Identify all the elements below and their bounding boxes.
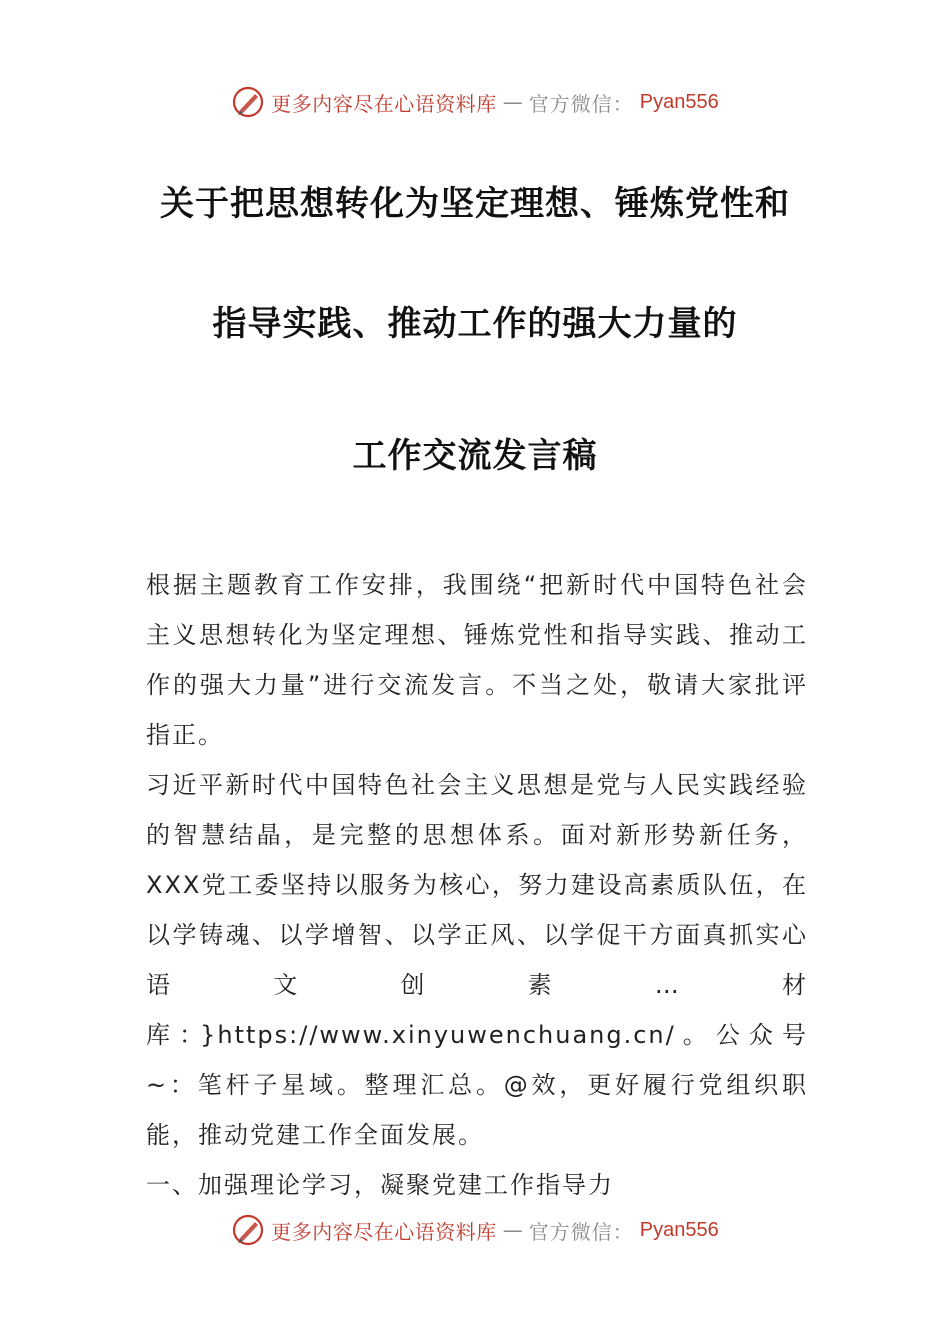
banner-contact-label: 官方微信： bbox=[528, 91, 634, 116]
footer-contact-label: 官方微信： bbox=[528, 1219, 634, 1244]
footer-banner bbox=[0, 1210, 950, 1250]
footer-banner-text: 更多内容尽在心语资料库 bbox=[271, 1219, 497, 1244]
footer-banner-dash: — bbox=[502, 1218, 523, 1242]
banner-dash: — bbox=[502, 90, 523, 114]
section-heading: 一、加强理论学习，凝聚党建工作指导力 bbox=[146, 1171, 614, 1199]
header-banner bbox=[0, 82, 950, 122]
banner-contact-id: Pyan556 bbox=[639, 90, 719, 113]
paragraph-main: 习近平新时代中国特色社会主义思想是党与人民实践经验的智慧结晶，是完整的思想体系。面对新形势新任务，XXX党工委坚持以服务为核心，努力建设高素质队伍，在以学铸魂、以学增智、以学正风、以学促干方面真抓实心语文创素…材库：}https://www.xinyuwenchuang.cn/。公众号~：笔杆子星域。整理汇总。@效，更好履行党组织职能，推动党建工作全面发展。 bbox=[146, 771, 808, 1149]
body-text bbox=[146, 560, 808, 1210]
quill-logo-icon bbox=[231, 85, 265, 119]
footer-contact-id: Pyan556 bbox=[639, 1218, 719, 1241]
banner-text: 更多内容尽在心语资料库 bbox=[271, 91, 497, 116]
paragraph-intro: 根据主题教育工作安排，我围绕“把新时代中国特色社会主义思想转化为坚定理想、锤炼党性和指导实践、推动工作的强大力量”进行交流发言。不当之处，敬请大家批评指正。 bbox=[146, 571, 808, 749]
quill-logo-icon bbox=[231, 1213, 265, 1247]
title-line-2: 指导实践、推动工作的强大力量的 bbox=[212, 304, 738, 344]
title-line-3: 工作交流发言稿 bbox=[352, 436, 598, 476]
title-line-1: 关于把思想转化为坚定理想、锤炼党性和 bbox=[160, 184, 790, 224]
